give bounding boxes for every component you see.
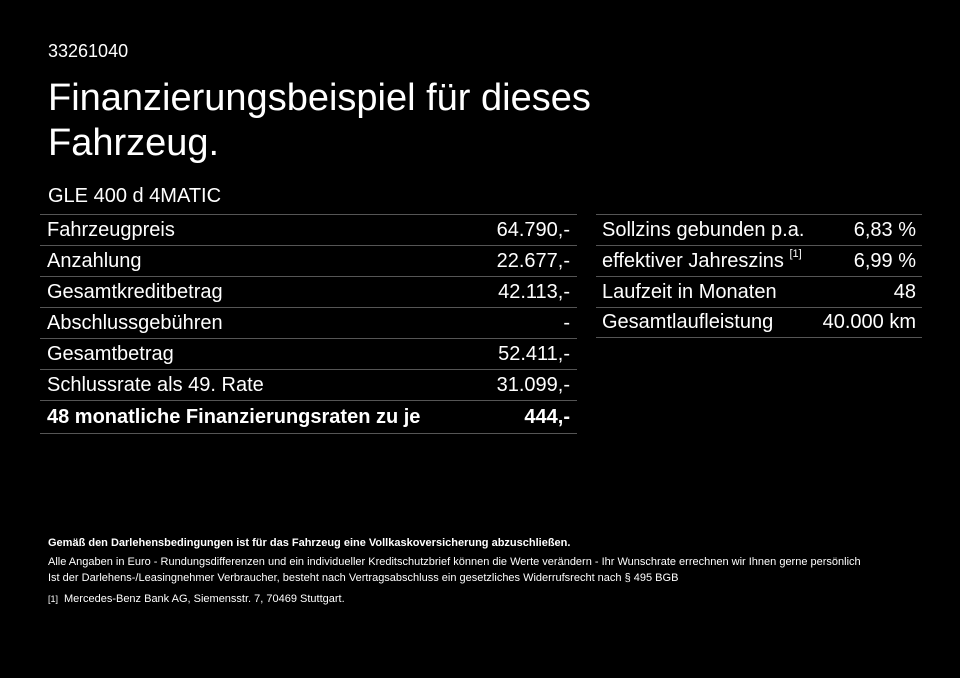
table-row — [596, 307, 922, 338]
table-row — [596, 276, 922, 307]
row-label: Gesamtlaufleistung — [602, 311, 774, 333]
row-value: 6,83 % — [853, 218, 916, 241]
row-value: 42.113,- — [498, 280, 570, 303]
table-row — [40, 276, 577, 307]
table-row — [40, 369, 577, 400]
row-label-text: effektiver Jahreszins — [602, 249, 784, 272]
note-line: Alle Angaben in Euro - Rundungsdifferenzen und ein individueller Kreditschutzbrief können die Werte verändern - Ihr Wunschrate errechnen wir Ihnen gerne persönlich — [48, 556, 861, 568]
row-value: - — [563, 311, 570, 334]
table-row — [40, 338, 577, 369]
row-label: Gesamtkreditbetrag — [47, 280, 223, 303]
financing-table — [40, 214, 577, 434]
row-label: Schlussrate als 49. Rate — [47, 373, 264, 396]
monthly-rate-row — [40, 400, 577, 434]
row-value: 52.411,- — [498, 342, 570, 365]
table-row — [596, 214, 922, 245]
row-value: 31.099,- — [496, 373, 570, 396]
row-value: 64.790,- — [496, 218, 570, 241]
table-row — [596, 245, 922, 276]
row-value: 6,99 % — [853, 249, 916, 272]
row-label — [602, 247, 802, 273]
row-label: 48 monatliche Finanzierungsraten zu je — [47, 405, 421, 428]
row-label: Laufzeit in Monaten — [602, 280, 777, 303]
row-label: Fahrzeugpreis — [47, 218, 175, 241]
legal-notes — [48, 535, 928, 607]
table-row — [40, 214, 577, 245]
interest-table — [596, 214, 922, 338]
row-value: 22.677,- — [496, 249, 570, 272]
row-label: Gesamtbetrag — [47, 342, 174, 365]
note-line: Ist der Darlehens-/Leasingnehmer Verbraucher, besteht nach Vertragsabschluss ein gesetzliches Widerrufsrecht nach § 495 BGB — [48, 572, 679, 584]
row-label: Abschlussgebühren — [47, 311, 223, 334]
row-value: 48 — [893, 280, 916, 303]
row-value: 40.000 km — [822, 311, 916, 333]
insurance-note: Gemäß den Darlehensbedingungen ist für das Fahrzeug eine Vollkaskoversicherung abzuschließen. — [48, 537, 571, 549]
table-row — [40, 307, 577, 338]
row-value: 444,- — [524, 405, 570, 428]
footnote — [48, 591, 928, 607]
row-label: Anzahlung — [47, 249, 142, 272]
footnote-text: Mercedes-Benz Bank AG, Siemensstr. 7, 70469 Stuttgart. — [64, 593, 345, 605]
vehicle-model: GLE 400 d 4MATIC — [48, 185, 222, 207]
footnote-ref: [1] — [789, 247, 802, 260]
footnote-mark: [1] — [48, 594, 59, 604]
document-id: 33261040 — [48, 41, 129, 61]
row-label: Sollzins gebunden p.a. — [602, 218, 805, 241]
page-title: Finanzierungsbeispiel für dieses Fahrzeug. — [48, 77, 591, 164]
table-row — [40, 245, 577, 276]
